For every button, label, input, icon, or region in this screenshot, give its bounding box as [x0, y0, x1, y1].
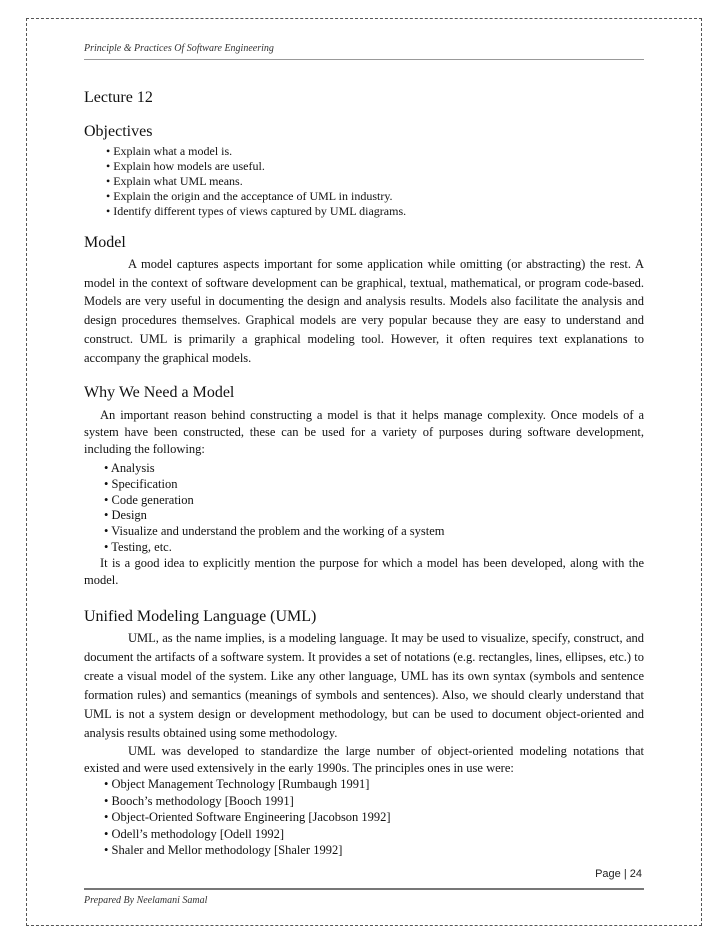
list-item: • Explain what a model is.: [106, 144, 644, 159]
header-rule: [84, 59, 644, 60]
objectives-list: [84, 144, 644, 219]
list-item: • Specification: [104, 477, 644, 493]
list-item: • Booch’s methodology [Booch 1991]: [104, 793, 644, 810]
list-item: • Object Management Technology [Rumbaugh 1991]: [104, 776, 644, 793]
uml-heading: Unified Modeling Language (UML): [84, 608, 317, 626]
model-paragraph: A model captures aspects important for some application while omitting (or abstracting) the rest. A model in the context of software development can be graphical, textual, mathematical, or program code-based. Models are very useful in documenting the design and analysis results. Models also facilitate the analysis and design procedures themselves. Graphical models are very popular because they are easy to understand and construct. UML is primarily a graphical modeling tool. However, it often requires text explanations to accompany the graphical models.: [84, 257, 644, 365]
why-heading: Why We Need a Model: [84, 384, 235, 402]
list-item: • Design: [104, 508, 644, 524]
header-title: Principle & Practices Of Software Engineering: [84, 43, 274, 54]
footer-rule: [84, 888, 644, 890]
objectives-heading: Objectives: [84, 123, 153, 140]
why-paragraph: An important reason behind constructing a model is that it helps manage complexity. Once models of a system have been constructed, these can be used for a variety of purposes during software development, including the following:: [84, 408, 644, 457]
why-list: [84, 461, 644, 555]
list-item: • Analysis: [104, 461, 644, 477]
document-body: [84, 88, 644, 859]
why-closing: It is a good idea to explicitly mention the purpose for which a model has been developed, along with the model.: [84, 556, 644, 588]
uml-paragraph-2: UML was developed to standardize the large number of object-oriented modeling notations that existed and were used extensively in the early 1990s. The principles ones in use were:: [84, 744, 644, 775]
page-number: Page | 24: [595, 868, 642, 880]
list-item: • Identify different types of views captured by UML diagrams.: [106, 204, 644, 219]
list-item: • Testing, etc.: [104, 540, 644, 556]
lecture-title: Lecture 12: [84, 89, 153, 106]
list-item: • Explain the origin and the acceptance of UML in industry.: [106, 189, 644, 204]
model-heading: Model: [84, 234, 126, 251]
uml-list: [84, 776, 644, 859]
uml-paragraph-1: UML, as the name implies, is a modeling language. It may be used to visualize, specify, construct, and document the artifacts of a software system. It provides a set of notations (e.g. rectangles, lines, ellipses, etc.) to create a visual model of the system. Like any other language, UML has its own syntax (symbols and sentence formation rules) and semantics (meanings of symbols and sentences). Also, we should clearly understand that UML is not a system design or development methodology, but can be used to document object-oriented and analysis results obtained using some methodology.: [84, 631, 644, 741]
list-item: • Explain how models are useful.: [106, 159, 644, 174]
list-item: • Code generation: [104, 493, 644, 509]
list-item: • Explain what UML means.: [106, 174, 644, 189]
list-item: • Odell’s methodology [Odell 1992]: [104, 826, 644, 843]
footer-author: Prepared By Neelamani Samal: [84, 895, 208, 906]
list-item: • Visualize and understand the problem and the working of a system: [104, 524, 644, 540]
list-item: • Object-Oriented Software Engineering [Jacobson 1992]: [104, 809, 644, 826]
list-item: • Shaler and Mellor methodology [Shaler 1992]: [104, 842, 644, 859]
